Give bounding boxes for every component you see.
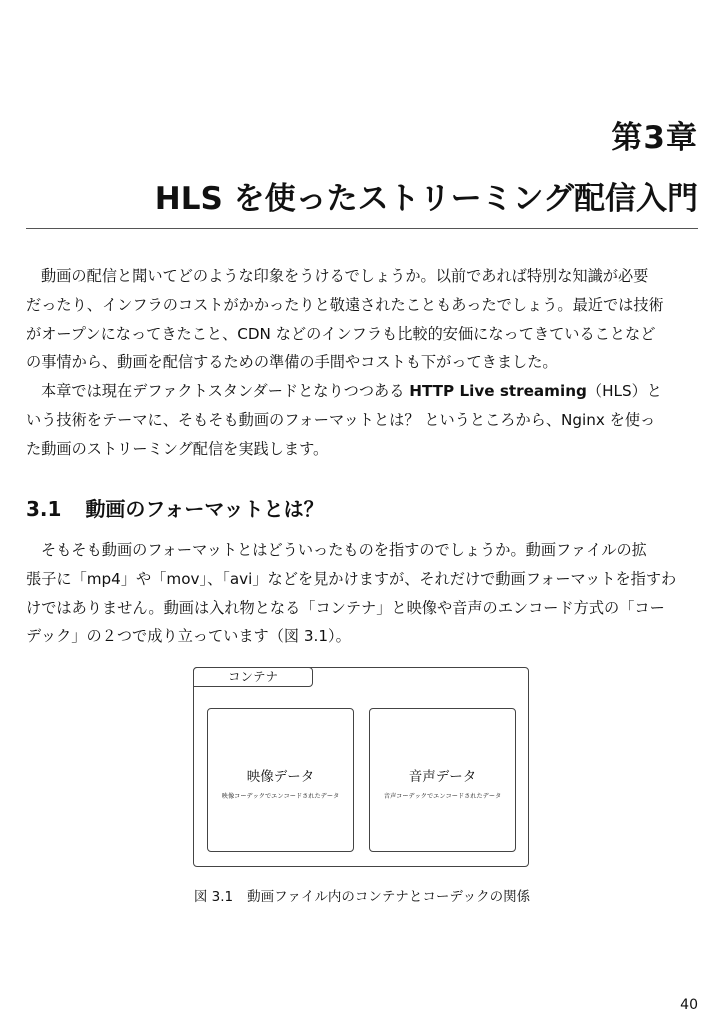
video-data-box	[207, 708, 354, 852]
page-number: 40	[680, 997, 698, 1013]
hls-term: HTTP Live streaming	[409, 382, 587, 401]
figure-caption	[0, 885, 724, 905]
container-label: コンテナ	[193, 667, 313, 687]
chapter-divider	[26, 228, 698, 229]
container-figure	[193, 667, 529, 867]
section-title: 動画のフォーマットとは？	[85, 497, 324, 521]
text-line: がオープンになってきたこと、CDN などのインフラも比較的安価になってきていることなど	[26, 324, 656, 343]
chapter-number: 第3章	[611, 120, 698, 156]
video-data-subtitle: 映像コーデックでエンコードされたデータ	[221, 793, 340, 800]
text-line: そもそも動画のフォーマットとはどういったものを指すのでしょうか。動画ファイルの拡	[41, 541, 647, 559]
text-line	[26, 377, 698, 406]
chapter-title: HLS を使ったストリーミング配信入門	[154, 181, 698, 217]
section-number: 3.1	[26, 497, 62, 521]
text-line: た動画のストリーミング配信を実践します。	[26, 439, 329, 458]
intro-text	[26, 262, 698, 464]
section-text	[26, 536, 698, 651]
text-line: けではありません。動画は入れ物となる「コンテナ」と映像や音声のエンコード方式の「コー	[26, 598, 665, 617]
text-line: 張子に「mp4」や「mov」、「avi」などを見かけますが、それだけで動画フォーマットを指すわ	[26, 569, 677, 588]
text-line: の事情から、動画を配信するための準備の手間やコストも下がってきました。	[26, 353, 558, 372]
audio-data-box	[369, 708, 516, 852]
text-line: いう技術をテーマに、そもそも動画のフォーマットとは？ というところから、Nginx を使っ	[26, 410, 656, 429]
text-line: 動画の配信と聞いてどのような印象をうけるでしょうか。以前であれば特別な知識が必要	[41, 267, 649, 285]
text-segment: （HLS）と	[586, 382, 662, 401]
text-segment: 本章では現在デファクトスタンダードとなりつつある	[41, 382, 410, 401]
text-line: デック」の２つで成り立っています（図 3.1）。	[26, 627, 351, 646]
caption-number: 図 3.1	[193, 889, 234, 905]
caption-text: 動画ファイル内のコンテナとコーデックの関係	[247, 889, 531, 905]
audio-data-subtitle: 音声コーデックでエンコードされたデータ	[383, 793, 502, 800]
audio-data-title: 音声データ	[408, 769, 477, 785]
text-line: だったり、インフラのコストがかかったりと敬遠されたこともあったでしょう。最近では技術	[26, 295, 664, 314]
video-data-title: 映像データ	[246, 769, 315, 785]
section-heading	[26, 493, 324, 522]
